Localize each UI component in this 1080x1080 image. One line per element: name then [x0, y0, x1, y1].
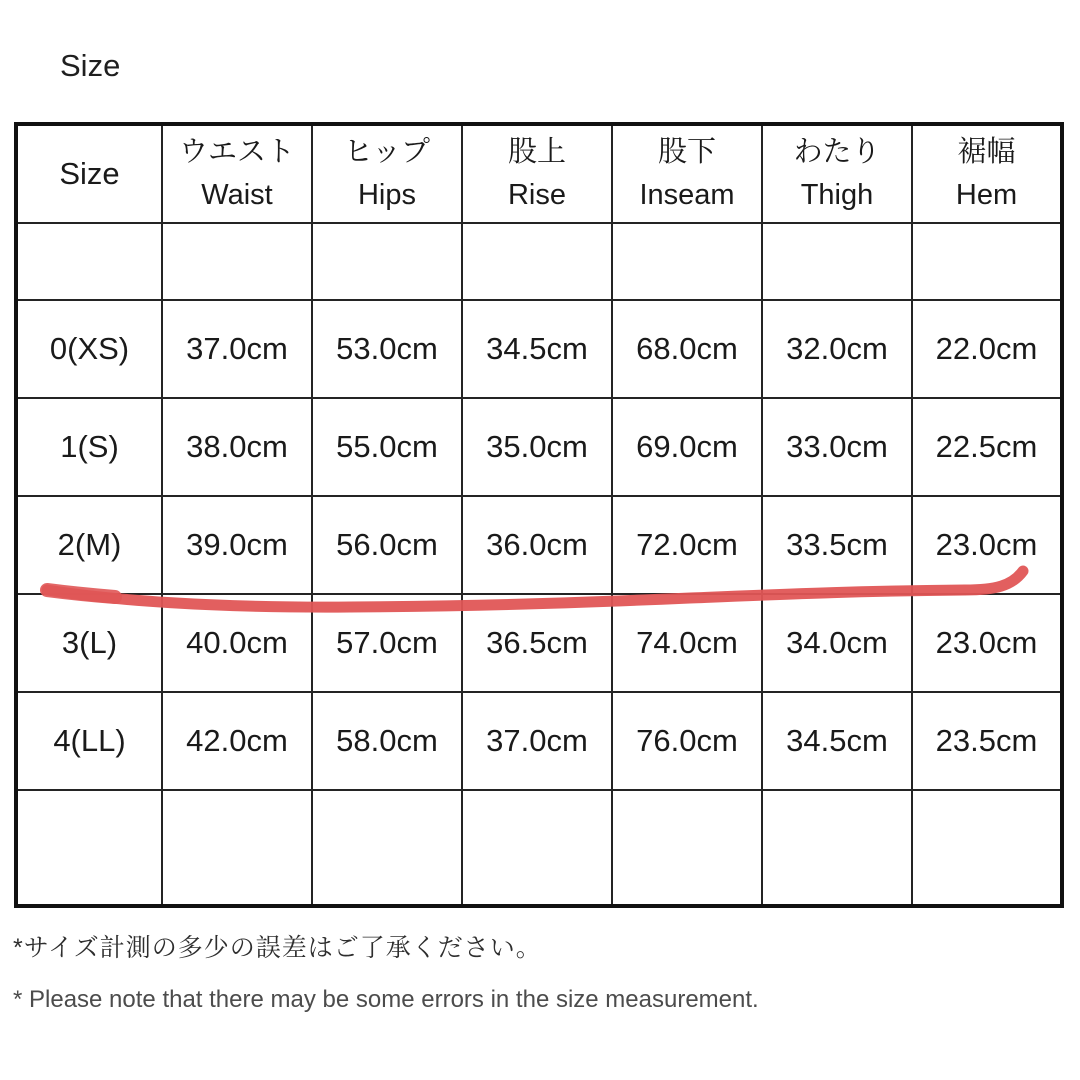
size-table — [14, 122, 1064, 908]
header-rise-en: Rise — [507, 179, 566, 211]
row-1s-hem: 22.5cm — [912, 398, 1062, 496]
row-3l-inseam: 74.0cm — [612, 594, 762, 692]
header-inseam — [612, 124, 762, 223]
empty-cell — [462, 790, 612, 906]
row-3l-rise: 36.5cm — [462, 594, 612, 692]
row-0xs-waist: 37.0cm — [162, 300, 312, 398]
row-3l-size: 3(L) — [16, 594, 162, 692]
row-1s-rise: 35.0cm — [462, 398, 612, 496]
row-0xs-hips: 53.0cm — [312, 300, 462, 398]
footnote-english: * Please note that there may be some errors in the size measurement. — [13, 986, 759, 1013]
empty-cell — [16, 790, 162, 906]
row-2m-thigh: 33.5cm — [762, 496, 912, 594]
row-2m-hem: 23.0cm — [912, 496, 1062, 594]
header-hips-jp: ヒップ — [343, 136, 431, 168]
footnote-japanese: *サイズ計測の多少の誤差はご了承ください。 — [13, 934, 542, 962]
row-3l-waist: 40.0cm — [162, 594, 312, 692]
row-3l-hips: 57.0cm — [312, 594, 462, 692]
empty-cell — [462, 223, 612, 300]
row-3l-thigh: 34.0cm — [762, 594, 912, 692]
row-2m-inseam: 72.0cm — [612, 496, 762, 594]
header-hem-jp: 裾幅 — [957, 136, 1016, 168]
header-row — [16, 124, 1062, 223]
empty-cell — [612, 790, 762, 906]
empty-row-bottom — [16, 790, 1062, 906]
row-2m-rise: 36.0cm — [462, 496, 612, 594]
empty-row-top — [16, 223, 1062, 300]
row-1s-inseam: 69.0cm — [612, 398, 762, 496]
empty-cell — [312, 790, 462, 906]
empty-cell — [312, 223, 462, 300]
empty-cell — [162, 223, 312, 300]
table-row-2m-highlighted — [16, 496, 1062, 594]
empty-cell — [16, 223, 162, 300]
row-0xs-thigh: 32.0cm — [762, 300, 912, 398]
row-4ll-inseam: 76.0cm — [612, 692, 762, 790]
header-inseam-en: Inseam — [639, 179, 735, 211]
header-rise — [462, 124, 612, 223]
row-2m-waist: 39.0cm — [162, 496, 312, 594]
table-row-3l — [16, 594, 1062, 692]
row-0xs-inseam: 68.0cm — [612, 300, 762, 398]
page-title: Size — [60, 48, 121, 83]
table-row-1s — [16, 398, 1062, 496]
row-0xs-size: 0(XS) — [16, 300, 162, 398]
row-3l-hem: 23.0cm — [912, 594, 1062, 692]
row-0xs-rise: 34.5cm — [462, 300, 612, 398]
empty-cell — [912, 223, 1062, 300]
row-1s-hips: 55.0cm — [312, 398, 462, 496]
row-2m-hips: 56.0cm — [312, 496, 462, 594]
header-hem-en: Hem — [955, 179, 1018, 211]
row-4ll-hem: 23.5cm — [912, 692, 1062, 790]
header-rise-jp: 股上 — [507, 136, 566, 168]
row-2m-size: 2(M) — [16, 496, 162, 594]
empty-cell — [612, 223, 762, 300]
empty-cell — [912, 790, 1062, 906]
header-thigh — [762, 124, 912, 223]
empty-cell — [762, 223, 912, 300]
row-1s-thigh: 33.0cm — [762, 398, 912, 496]
size-table-grid — [14, 122, 1064, 908]
header-hips — [312, 124, 462, 223]
header-waist-en: Waist — [201, 179, 273, 211]
header-thigh-en: Thigh — [800, 179, 874, 211]
row-4ll-waist: 42.0cm — [162, 692, 312, 790]
header-inseam-jp: 股下 — [657, 136, 716, 168]
header-hem — [912, 124, 1062, 223]
table-row-4ll — [16, 692, 1062, 790]
row-1s-waist: 38.0cm — [162, 398, 312, 496]
row-4ll-size: 4(LL) — [16, 692, 162, 790]
header-waist — [162, 124, 312, 223]
empty-cell — [162, 790, 312, 906]
row-4ll-rise: 37.0cm — [462, 692, 612, 790]
empty-cell — [762, 790, 912, 906]
header-size: Size — [16, 124, 162, 223]
row-0xs-hem: 22.0cm — [912, 300, 1062, 398]
row-4ll-hips: 58.0cm — [312, 692, 462, 790]
table-row-0xs — [16, 300, 1062, 398]
header-waist-jp: ウエスト — [178, 136, 295, 168]
header-thigh-jp: わたり — [793, 136, 881, 168]
header-hips-en: Hips — [357, 179, 416, 211]
row-1s-size: 1(S) — [16, 398, 162, 496]
row-4ll-thigh: 34.5cm — [762, 692, 912, 790]
